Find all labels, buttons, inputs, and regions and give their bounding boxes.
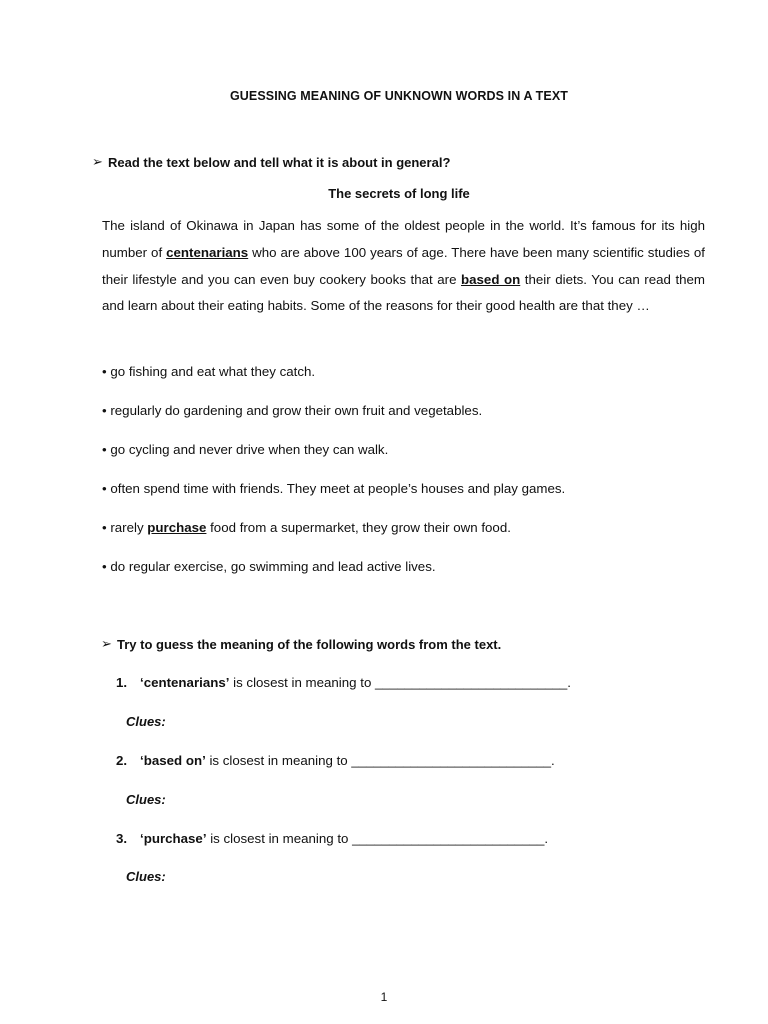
bullet-text: food from a supermarket, they grow their own food. — [206, 520, 511, 535]
question-2 — [116, 753, 555, 768]
keyword-purchase: purchase — [147, 520, 207, 535]
instruction-read-text — [92, 154, 450, 170]
page-number: 1 — [380, 990, 388, 1004]
keyword-centenarians: centenarians — [166, 244, 249, 260]
bullet-item: • go cycling and never drive when they can walk. — [102, 442, 389, 457]
paragraph-part-2: who are above 100 years of age. There have been many scientific studies of their lifestyle and you can even buy cookery books that are — [102, 244, 705, 287]
question-text: is closest in meaning to __________________________. — [206, 831, 549, 846]
clues-label: Clues: — [126, 869, 166, 884]
instruction-label: Read the text below and tell what it is about in general? — [108, 154, 451, 170]
keyword-based-on: based on — [461, 271, 521, 287]
question-text: is closest in meaning to ___________________________. — [205, 753, 555, 768]
question-1 — [116, 675, 571, 690]
page-title: GUESSING MEANING OF UNKNOWN WORDS IN A TEXT — [229, 89, 569, 103]
question-word: ‘based on’ — [140, 753, 206, 768]
question-number: 3. — [116, 831, 128, 846]
clues-label: Clues: — [126, 792, 166, 807]
text-title: The secrets of long life — [328, 186, 470, 201]
bullet-text: • rarely — [102, 520, 148, 535]
instruction-label: Try to guess the meaning of the following words from the text. — [117, 636, 502, 652]
question-number: 2. — [116, 753, 128, 768]
instruction-guess-meaning — [101, 636, 501, 652]
arrow-bullet-icon: ➢ — [101, 636, 112, 651]
reading-paragraph — [102, 213, 705, 320]
arrow-bullet-icon: ➢ — [92, 154, 103, 169]
question-text: is closest in meaning to __________________________. — [229, 675, 572, 690]
question-3 — [116, 831, 548, 846]
question-word: ‘centenarians’ — [140, 675, 230, 690]
bullet-item — [102, 518, 702, 557]
question-number: 1. — [116, 675, 128, 690]
clues-label: Clues: — [126, 714, 166, 729]
question-word: ‘purchase’ — [140, 831, 207, 846]
bullet-item: • do regular exercise, go swimming and lead active lives. — [102, 559, 436, 574]
paragraph-part-3: their diets. You can read them and learn about their eating habits. Some of the reasons for their good health are that they … — [102, 271, 705, 314]
paragraph-part-1: The island of Okinawa in Japan has some of the oldest people in the world. It’s famous for its high number of — [102, 218, 705, 260]
bullet-item: • often spend time with friends. They meet at people’s houses and play games. — [102, 481, 566, 496]
bullet-list — [102, 362, 702, 596]
bullet-item: • go fishing and eat what they catch. — [102, 364, 316, 379]
bullet-item: • regularly do gardening and grow their own fruit and vegetables. — [102, 403, 483, 418]
